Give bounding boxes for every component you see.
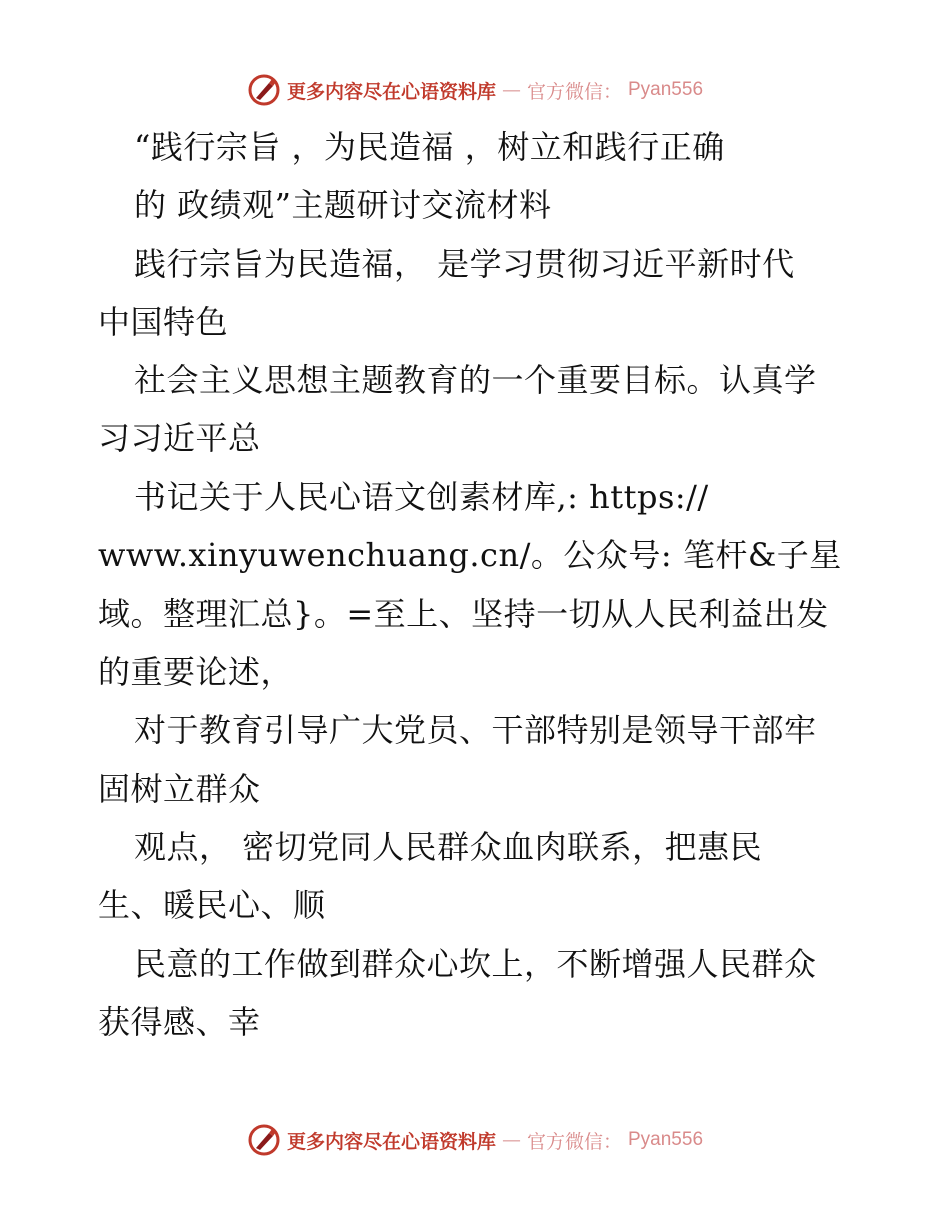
footer-watermark <box>0 1120 950 1160</box>
watermark-separator: — <box>501 1129 521 1151</box>
doc-paragraph-line: 中国特色 <box>98 303 229 341</box>
watermark-wechat-label: 官方微信： <box>526 80 622 103</box>
pen-logo-icon <box>247 1123 281 1157</box>
watermark-site-text: 更多内容尽在心语资料库 <box>286 1130 496 1153</box>
doc-paragraph-line: 习习近平总 <box>98 419 261 457</box>
doc-title-line: 的 政绩观”主题研讨交流材料 <box>134 186 552 224</box>
watermark-site-text: 更多内容尽在心语资料库 <box>286 80 496 103</box>
doc-paragraph-line: 获得感、幸 <box>98 1003 261 1041</box>
watermark-wechat-id: Pyan556 <box>628 79 704 100</box>
doc-title-line: “践行宗旨 ，为民造福 ，树立和践行正确 <box>134 128 725 166</box>
doc-paragraph-line: 固树立群众 <box>98 770 261 808</box>
doc-paragraph-line: 的重要论述， <box>98 653 294 691</box>
doc-paragraph-line: 社会主义思想主题教育的一个重要目标。认真学 <box>134 361 817 399</box>
doc-paragraph-line: 生、暖民心、顺 <box>98 886 326 924</box>
doc-paragraph-line: 域。整理汇总}。=至上、坚持一切从人民利益出发 <box>98 595 829 633</box>
header-watermark <box>0 70 950 110</box>
watermark-wechat-label: 官方微信： <box>526 1130 622 1153</box>
doc-paragraph-line: 对于教育引导广大党员、干部特别是领导干部牢 <box>134 711 817 749</box>
doc-paragraph-line: 践行宗旨为民造福， 是学习贯彻习近平新时代 <box>134 245 795 283</box>
doc-paragraph-line: 民意的工作做到群众心坎上，不断增强人民群众 <box>134 945 817 983</box>
doc-paragraph-line: 书记关于人民心语文创素材库,: https:// <box>134 478 709 516</box>
watermark-wechat-id: Pyan556 <box>628 1129 704 1150</box>
watermark-separator: — <box>501 79 521 101</box>
doc-paragraph-line: 观点， 密切党同人民群众血肉联系，把惠民 <box>134 828 763 866</box>
pen-logo-icon <box>247 73 281 107</box>
doc-paragraph-line: www.xinyuwenchuang.cn/。公众号: 笔杆&子星 <box>98 536 842 574</box>
